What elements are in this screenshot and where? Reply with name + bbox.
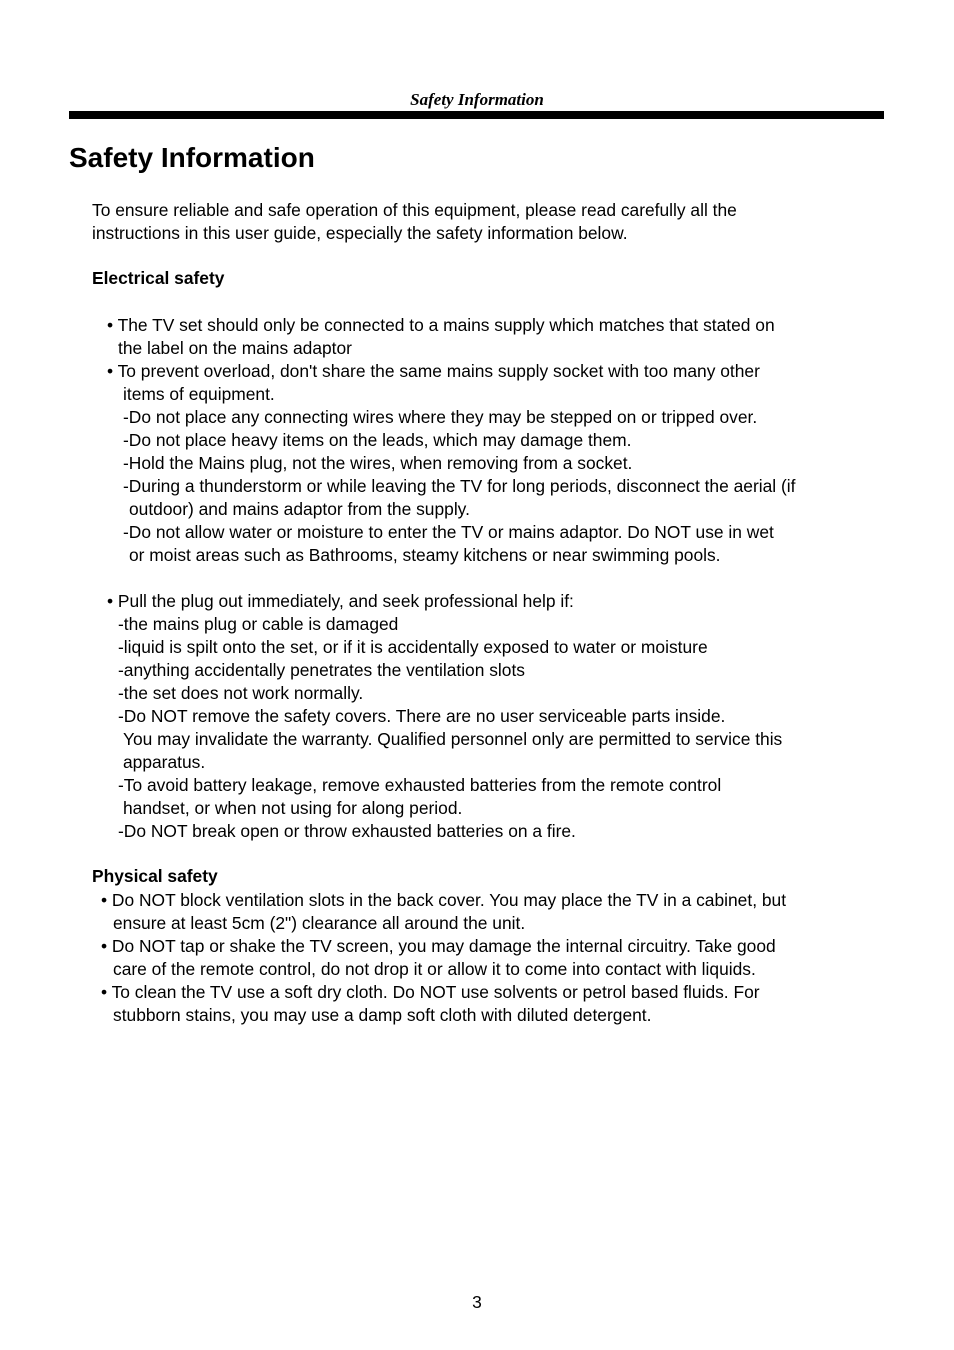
electrical-item-line: -Hold the Mains plug, not the wires, when removing from a socket. [123, 453, 633, 473]
help-item-line: You may invalidate the warranty. Qualified personnel only are permitted to service this [123, 729, 783, 749]
electrical-item-line: -Do not place any connecting wires where they may be stepped on or tripped over. [123, 407, 758, 427]
intro-line: To ensure reliable and safe operation of this equipment, please read carefully all the [92, 200, 737, 220]
physical-safety-heading: Physical safety [92, 866, 218, 886]
running-header: Safety Information [410, 90, 544, 109]
help-item-line: -the set does not work normally. [118, 683, 364, 703]
physical-item-line: ensure at least 5cm (2") clearance all around the unit. [113, 913, 526, 933]
physical-item-line: stubborn stains, you may use a damp soft cloth with diluted detergent. [113, 1005, 652, 1025]
help-item-line: -Do NOT break open or throw exhausted batteries on a fire. [118, 821, 576, 841]
page-number: 3 [472, 1292, 482, 1312]
help-item-line: -the mains plug or cable is damaged [118, 614, 399, 634]
help-item-line: -anything accidentally penetrates the ventilation slots [118, 660, 525, 680]
intro-line: instructions in this user guide, especially the safety information below. [92, 223, 628, 243]
page-title: Safety Information [69, 142, 315, 173]
electrical-item-line: or moist areas such as Bathrooms, steamy kitchens or near swimming pools. [129, 545, 721, 565]
help-item-line: -liquid is spilt onto the set, or if it is accidentally exposed to water or moisture [118, 637, 708, 657]
electrical-item-line: -Do not allow water or moisture to enter the TV or mains adaptor. Do NOT use in wet [123, 522, 774, 542]
electrical-item-line: outdoor) and mains adaptor from the supply. [129, 499, 470, 519]
help-item-line: -To avoid battery leakage, remove exhausted batteries from the remote control [118, 775, 722, 795]
physical-item-line: care of the remote control, do not drop it or allow it to come into contact with liquids. [113, 959, 756, 979]
physical-item-line: • Do NOT tap or shake the TV screen, you may damage the internal circuitry. Take good [101, 936, 776, 956]
electrical-item-line: • To prevent overload, don't share the same mains supply socket with too many other [107, 361, 760, 381]
electrical-item-line: the label on the mains adaptor [118, 338, 352, 358]
electrical-safety-heading: Electrical safety [92, 268, 225, 288]
physical-item-line: • To clean the TV use a soft dry cloth. Do NOT use solvents or petrol based fluids. For [101, 982, 760, 1002]
electrical-item-line: • The TV set should only be connected to a mains supply which matches that stated on [107, 315, 775, 335]
physical-item-line: • Do NOT block ventilation slots in the back cover. You may place the TV in a cabinet, but [101, 890, 787, 910]
header-rule [69, 111, 884, 119]
help-item-line: -Do NOT remove the safety covers. There are no user serviceable parts inside. [118, 706, 726, 726]
electrical-item-line: -Do not place heavy items on the leads, which may damage them. [123, 430, 632, 450]
help-item-line: apparatus. [123, 752, 206, 772]
help-item-line: • Pull the plug out immediately, and seek professional help if: [107, 591, 574, 611]
electrical-item-line: -During a thunderstorm or while leaving the TV for long periods, disconnect the aerial (if [123, 476, 796, 496]
help-item-line: handset, or when not using for along period. [123, 798, 463, 818]
electrical-item-line: items of equipment. [123, 384, 275, 404]
